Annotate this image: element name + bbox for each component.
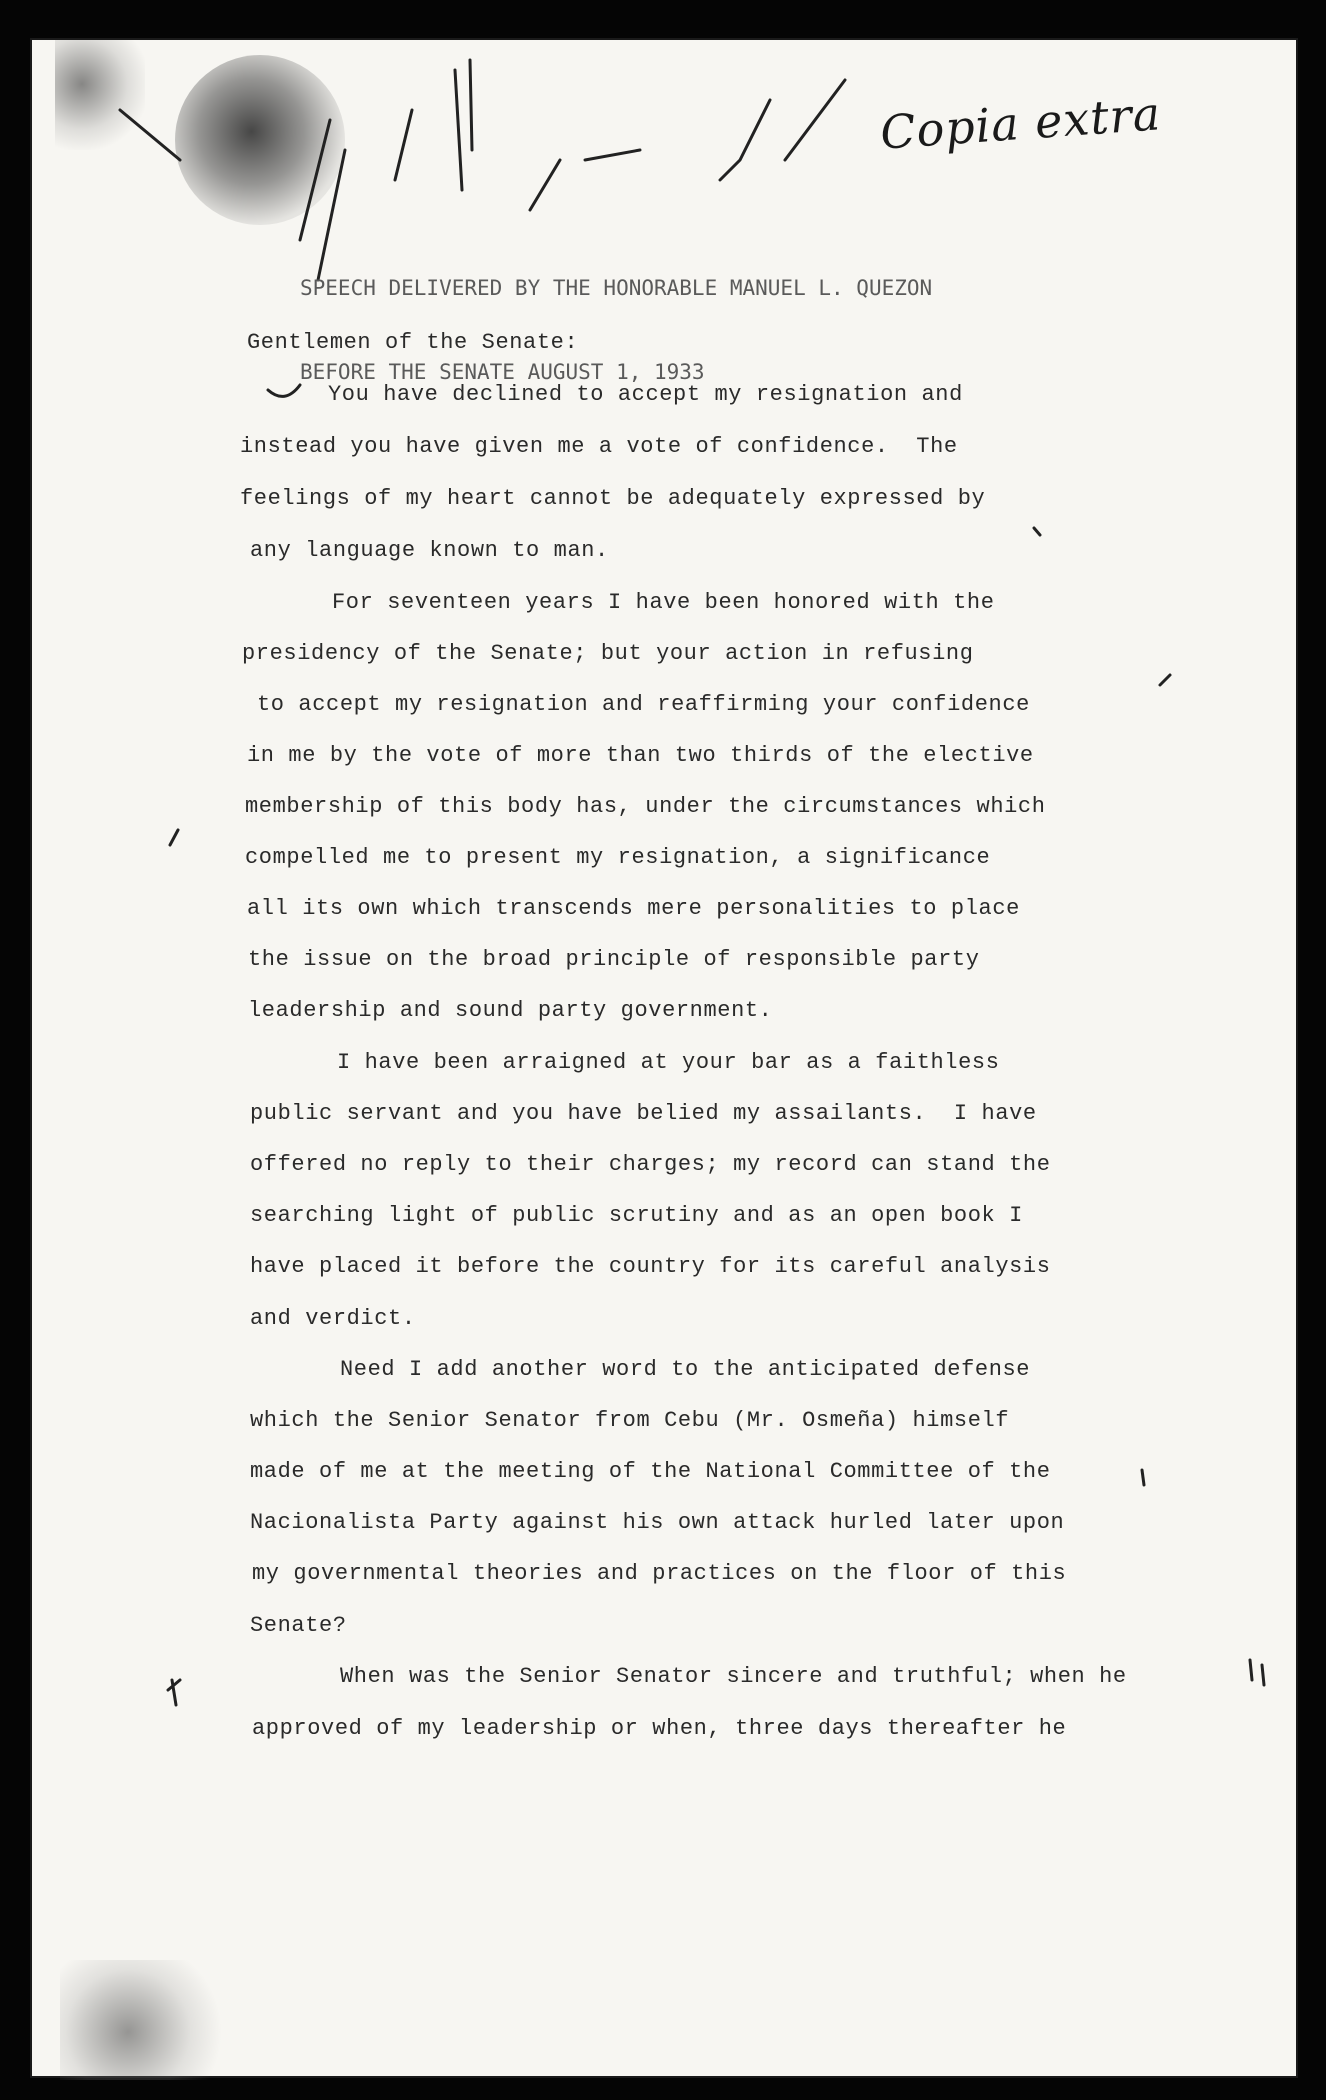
salutation: Gentlemen of the Senate: [247, 330, 579, 355]
text-line: approved of my leadership or when, three days thereafter he [252, 1716, 1067, 1741]
text-line: public servant and you have belied my assailants. I have [250, 1101, 1037, 1126]
pen-stroke [168, 1680, 180, 1705]
text-line: feelings of my heart cannot be adequately expressed by [240, 486, 986, 511]
text-line: instead you have given me a vote of confidence. The [240, 434, 958, 459]
pen-stroke [268, 385, 300, 396]
pen-stroke [720, 100, 770, 180]
title-line: SPEECH DELIVERED BY THE HONORABLE MANUEL L. QUEZON [300, 276, 933, 300]
text-line: in me by the vote of more than two thirds of the elective [247, 743, 1034, 768]
pen-stroke [395, 110, 412, 180]
text-line: I have been arraigned at your bar as a faithless [337, 1050, 1000, 1075]
text-line: Senate? [250, 1613, 347, 1638]
text-line: When was the Senior Senator sincere and truthful; when he [340, 1664, 1127, 1689]
pen-stroke [585, 150, 640, 160]
text-line: Need I add another word to the anticipated defense [340, 1357, 1031, 1382]
handwritten-note: Copia extra [878, 86, 1163, 160]
pen-stroke [1160, 675, 1170, 685]
pen-stroke [1142, 1470, 1144, 1485]
pen-stroke [785, 80, 845, 160]
pen-stroke [1034, 528, 1040, 535]
text-line: the issue on the broad principle of responsible party [248, 947, 980, 972]
text-line: For seventeen years I have been honored with the [332, 590, 995, 615]
text-line: offered no reply to their charges; my record can stand the [250, 1152, 1051, 1177]
text-line: all its own which transcends mere personalities to place [247, 896, 1020, 921]
text-line: compelled me to present my resignation, a significance [245, 845, 991, 870]
pen-stroke [455, 70, 462, 190]
pen-stroke [470, 60, 472, 150]
text-line: membership of this body has, under the circumstances which [245, 794, 1046, 819]
pen-stroke [1250, 1660, 1264, 1685]
text-line: leadership and sound party government. [248, 998, 773, 1023]
text-line: Nacionalista Party against his own attack hurled later upon [250, 1510, 1065, 1535]
pen-stroke [530, 160, 560, 210]
text-line: any language known to man. [250, 538, 609, 563]
title-line: BEFORE THE SENATE AUGUST 1, 1933 [300, 360, 705, 384]
pen-stroke [120, 110, 180, 160]
text-line: You have declined to accept my resignation and [328, 382, 963, 407]
text-line: which the Senior Senator from Cebu (Mr. Osmeña) himself [250, 1408, 1010, 1433]
pen-stroke [170, 830, 178, 845]
text-line: and verdict. [250, 1306, 416, 1331]
text-line: presidency of the Senate; but your action in refusing [242, 641, 974, 666]
text-line: to accept my resignation and reaffirming your confidence [257, 692, 1030, 717]
text-line: my governmental theories and practices on the floor of this [252, 1561, 1067, 1586]
text-line: have placed it before the country for its careful analysis [250, 1254, 1051, 1279]
text-line: searching light of public scrutiny and as an open book I [250, 1203, 1023, 1228]
text-line: made of me at the meeting of the National Committee of the [250, 1459, 1051, 1484]
